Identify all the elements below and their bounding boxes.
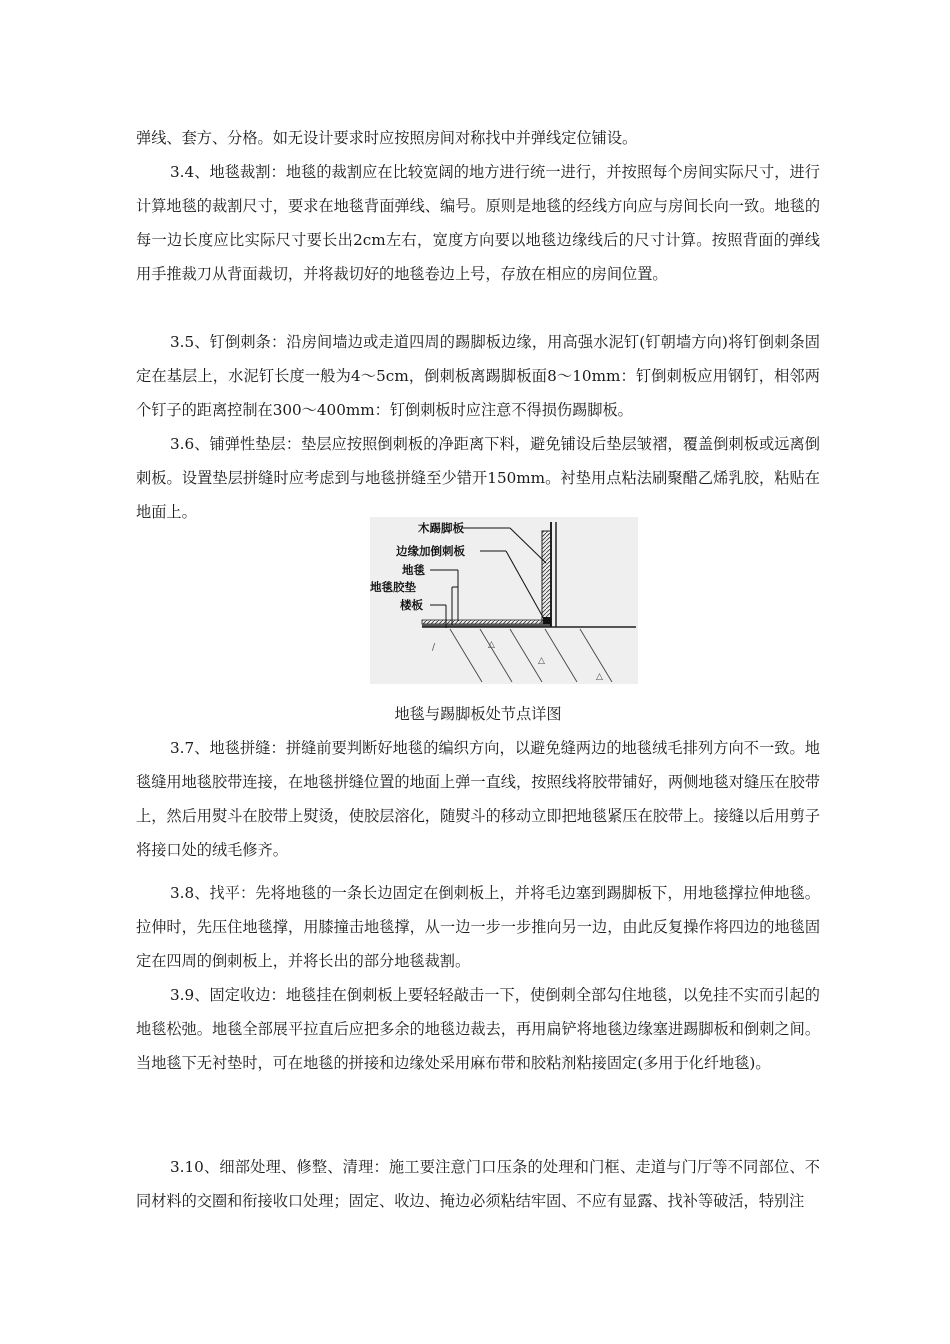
svg-text:/: / bbox=[432, 643, 436, 653]
paragraph-3-8: 3.8、找平：先将地毯的一条长边固定在倒刺板上，并将毛边塞到踢脚板下，用地毯撑拉伸地毯。拉伸时，先压住地毯撑，用膝撞击地毯撑，从一边一步一步推向另一边，由此反复操作将四边的地毯固定在四周的倒刺板上，并将长出的部分地毯裁割。 bbox=[136, 884, 820, 970]
paragraph-3-4: 3.4、地毯裁割：地毯的裁割应在比较宽阔的地方进行统一进行，并按照每个房间实际尺寸，进行计算地毯的裁割尺寸，要求在地毯背面弹线、编号。原则是地毯的经线方向应与房间长向一致。地毯的每一边长度应比实际尺寸要长出2cm左右，宽度方向要以地毯边缘线后的尺寸计算。按照背面的弹线用手推裁刀从背面裁切，并将裁切好的地毯卷边上号，存放在相应的房间位置。 bbox=[136, 163, 820, 283]
label-carpet-pad: 地毯胶垫 bbox=[370, 580, 416, 594]
svg-text:△: △ bbox=[488, 640, 495, 650]
svg-text:△: △ bbox=[538, 656, 545, 666]
svg-text:△: △ bbox=[596, 672, 603, 682]
label-wood-skirting: 木踢脚板 bbox=[418, 521, 464, 535]
paragraph-3-7: 3.7、地毯拼缝：拼缝前要判断好地毯的编织方向，以避免缝两边的地毯绒毛排列方向不一致。地毯缝用地毯胶带连接，在地毯拼缝位置的地面上弹一直线，按照线将胶带铺好，两侧地毯对缝压在胶带上，然后用熨斗在胶带上熨烫，使胶层溶化，随熨斗的移动立即把地毯紧压在胶带上。接缝以后用剪子将接口处的绒毛修齐。 bbox=[136, 739, 820, 859]
paragraph-3-9: 3.9、固定收边：地毯挂在倒刺板上要轻轻敲击一下，使倒刺全部勾住地毯，以免挂不实而引起的地毯松弛。地毯全部展平拉直后应把多余的地毯边裁去，再用扁铲将地毯边缘塞进踢脚板和倒刺之间。当地毯下无衬垫时，可在地毯的拼接和边缘处采用麻布带和胶粘剂粘接固定(多用于化纤地毯)。 bbox=[136, 986, 820, 1072]
label-edge-tack-strip: 边缘加倒刺板 bbox=[396, 544, 465, 558]
paragraph-continuation: 弹线、套方、分格。如无设计要求时应按照房间对称找中并弹线定位铺设。 bbox=[136, 129, 638, 147]
paragraph-3-6: 3.6、铺弹性垫层：垫层应按照倒刺板的净距离下料，避免铺设后垫层皱褶，覆盖倒刺板或远离倒刺板。设置垫层拼缝时应考虑到与地毯拼缝至少错开150mm。衬垫用点粘法刷聚醋乙烯乳胶，粘贴在地面上。 bbox=[136, 435, 820, 521]
label-carpet: 地毯 bbox=[402, 563, 425, 577]
paragraph-3-5: 3.5、钉倒刺条：沿房间墙边或走道四周的踢脚板边缘，用高强水泥钉(钉朝墙方向)将钉倒刺条固定在基层上，水泥钉长度一般为4～5cm，倒刺板离踢脚板面8～10mm：钉倒刺板应用钢钉，相邻两个钉子的距离控制在300～400mm：钉倒刺板时应注意不得损伤踢脚板。 bbox=[136, 333, 820, 419]
figure-caption: 地毯与踢脚板处节点详图 bbox=[394, 705, 562, 723]
label-floor-slab: 楼板 bbox=[400, 598, 423, 612]
carpet-skirting-detail-figure bbox=[370, 517, 638, 684]
paragraph-3-10: 3.10、细部处理、修整、清理：施工要注意门口压条的处理和门框、走道与门厅等不同部位、不同材料的交圈和衔接收口处理；固定、收边、掩边必须粘结牢固、不应有显露、找补等破活，特别注 bbox=[136, 1158, 820, 1210]
